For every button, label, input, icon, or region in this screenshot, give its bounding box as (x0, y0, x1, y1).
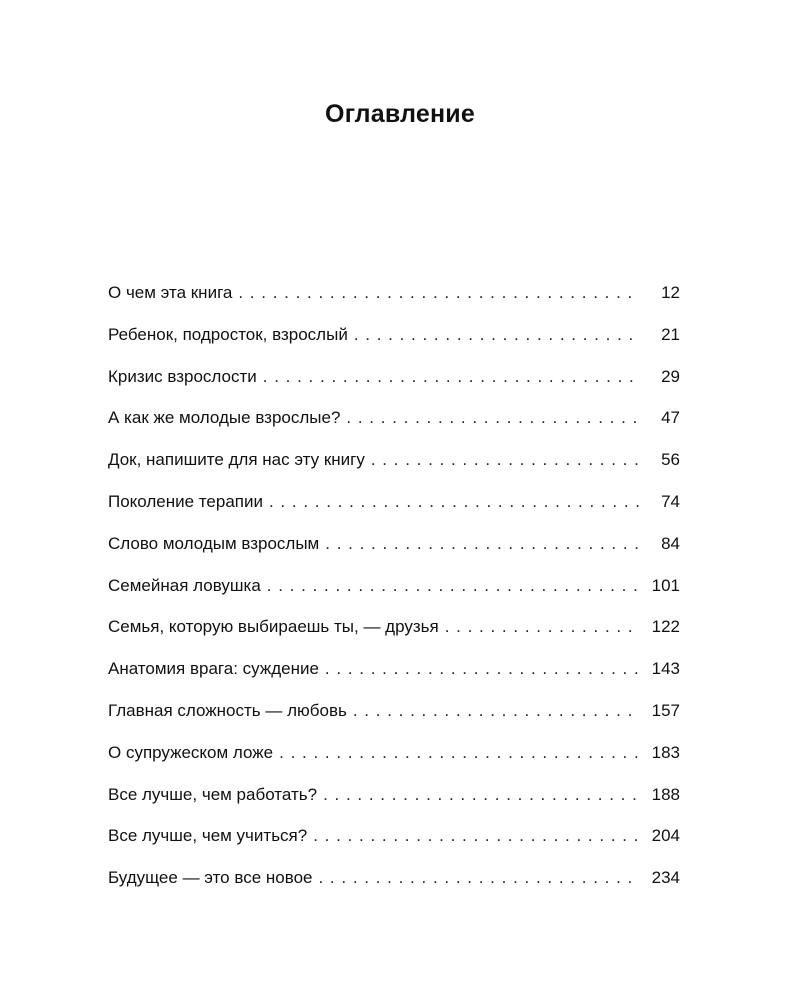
toc-entry-title: Все лучше, чем учиться? (108, 826, 308, 846)
dot-leader (263, 367, 640, 387)
toc-entry-page: 234 (651, 868, 680, 888)
toc-entry[interactable] (108, 450, 680, 492)
dot-leader (354, 325, 640, 345)
dot-leader (445, 617, 640, 637)
page-title: Оглавление (325, 100, 475, 128)
table-of-contents (108, 283, 680, 910)
toc-entry[interactable] (108, 617, 680, 659)
toc-entry[interactable] (108, 576, 680, 618)
dot-leader (238, 283, 640, 303)
dot-leader (267, 576, 640, 596)
toc-entry-title: Семейная ловушка (108, 575, 261, 595)
toc-entry-page: 143 (651, 659, 680, 679)
toc-entry-title: Семья, которую выбираешь ты, — друзья (108, 617, 439, 637)
toc-entry-page: 157 (651, 700, 680, 720)
dot-leader (325, 659, 640, 679)
toc-entry-title: Будущее — это все новое (108, 868, 313, 888)
dot-leader (346, 408, 640, 428)
toc-entry-title: Слово молодым взрослым (108, 533, 320, 553)
toc-entry[interactable] (108, 868, 680, 910)
toc-entry[interactable] (108, 283, 680, 325)
dot-leader (325, 534, 640, 554)
toc-entry-page: 12 (661, 283, 680, 302)
toc-entry-title: Поколение терапии (108, 491, 263, 511)
toc-entry-title: А как же молодые взрослые? (108, 408, 341, 428)
toc-entry[interactable] (108, 785, 680, 827)
dot-leader (318, 868, 639, 888)
dot-leader (323, 785, 640, 805)
dot-leader (371, 450, 640, 470)
toc-entry-page: 74 (661, 491, 680, 511)
toc-entry-page: 56 (661, 450, 680, 470)
toc-entry[interactable] (108, 826, 680, 868)
toc-entry-page: 84 (661, 533, 680, 553)
toc-entry-title: Анатомия врага: суждение (108, 659, 319, 679)
toc-entry[interactable] (108, 492, 680, 534)
toc-entry-title: Все лучше, чем работать? (108, 784, 318, 804)
toc-entry-page: 122 (651, 617, 680, 637)
dot-leader (353, 701, 640, 721)
toc-entry[interactable] (108, 701, 680, 743)
toc-entry[interactable] (108, 367, 680, 409)
toc-entry[interactable] (108, 659, 680, 701)
toc-entry-page: 21 (661, 324, 680, 344)
toc-entry[interactable] (108, 534, 680, 576)
toc-entry[interactable] (108, 743, 680, 785)
toc-entry-page: 183 (651, 742, 680, 762)
toc-entry-title: О супружеском ложе (108, 742, 274, 762)
toc-entry[interactable] (108, 408, 680, 450)
toc-entry-page: 204 (651, 826, 680, 846)
toc-entry-title: Кризис взрослости (108, 366, 257, 386)
toc-entry-page: 101 (651, 575, 680, 595)
toc-entry-title: О чем эта книга (108, 283, 233, 302)
toc-entry-page: 29 (661, 366, 680, 386)
toc-entry-title: Док, напишите для нас эту книгу (108, 450, 365, 470)
toc-entry[interactable] (108, 325, 680, 367)
dot-leader (269, 492, 640, 512)
toc-entry-title: Главная сложность — любовь (108, 700, 347, 720)
dot-leader (313, 826, 639, 846)
dot-leader (279, 743, 639, 763)
toc-entry-page: 47 (661, 408, 680, 428)
toc-entry-title: Ребенок, подросток, взрослый (108, 324, 348, 344)
toc-entry-page: 188 (651, 784, 680, 804)
